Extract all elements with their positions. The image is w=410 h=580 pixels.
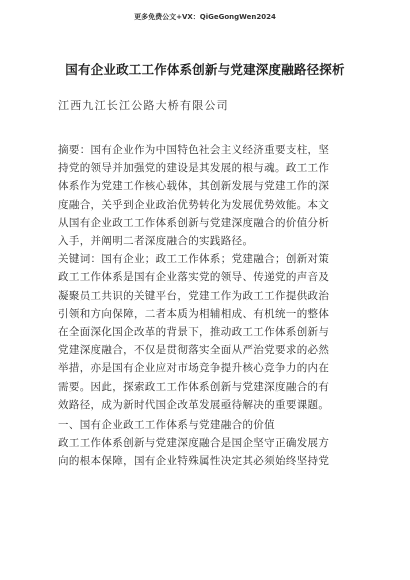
section-heading: 一、国有企业政工工作体系与党建融合的价值 [58,419,275,432]
text-line: 持党的领导并加强党的建设是其发展的根与魂。政工工作 [58,162,330,175]
page-header: 更多免费公文+VX：QiGeGongWen2024 [134,13,276,21]
document-title: 国有企业政工工作体系创新与党建深度融路径探析 [65,62,345,77]
text-line: 度融合，关乎到企业政治优势转化为发展优势效能。本文 [58,198,330,211]
text-line: 引领和方向保障，二者本质为相辅相成、有机统一的整体 [58,307,330,320]
text-line: 入手，并阐明二者深度融合的实践路径。 [58,235,254,248]
text-line: 向的根本保障，国有企业特殊属性决定其必须始终坚持党 [58,455,330,468]
text-line: 从国有企业政工工作体系创新与党建深度融合的价值分析 [58,216,330,229]
text-line: 凝聚员工共识的关键平台，党建工作为政工工作提供政治 [58,289,330,302]
text-line: 摘要：国有企业作为中国特色社会主义经济重要支柱，坚 [58,144,330,156]
text-line: 效路径，成为新时代国企改革发展亟待解决的重要课题。 [58,398,330,411]
text-line: 党建深度融合，不仅是贯彻落实全面从严治党要求的必然 [58,344,330,357]
text-line: 在全面深化国企改革的背景下，推动政工工作体系创新与 [58,326,330,339]
document-body [58,141,354,471]
text-line: 举措，亦是国有企业应对市场竞争提升核心竞争力的内在 [58,362,330,375]
text-line: 政工工作体系创新与党建深度融合是国企坚守正确发展方 [58,437,330,450]
keywords-line: 关键词：国有企业；政工工作体系；党建融合；创新对策 [58,253,330,266]
text-line: 需要。因此，探索政工工作体系创新与党建深度融合的有 [58,380,330,393]
text-line: 政工工作体系是国有企业落实党的领导、传递党的声音及 [58,271,330,284]
text-line: 体系作为党建工作核心载体，其创新发展与党建工作的深 [58,180,330,193]
author-company: 江西九江长江公路大桥有限公司 [58,99,229,112]
